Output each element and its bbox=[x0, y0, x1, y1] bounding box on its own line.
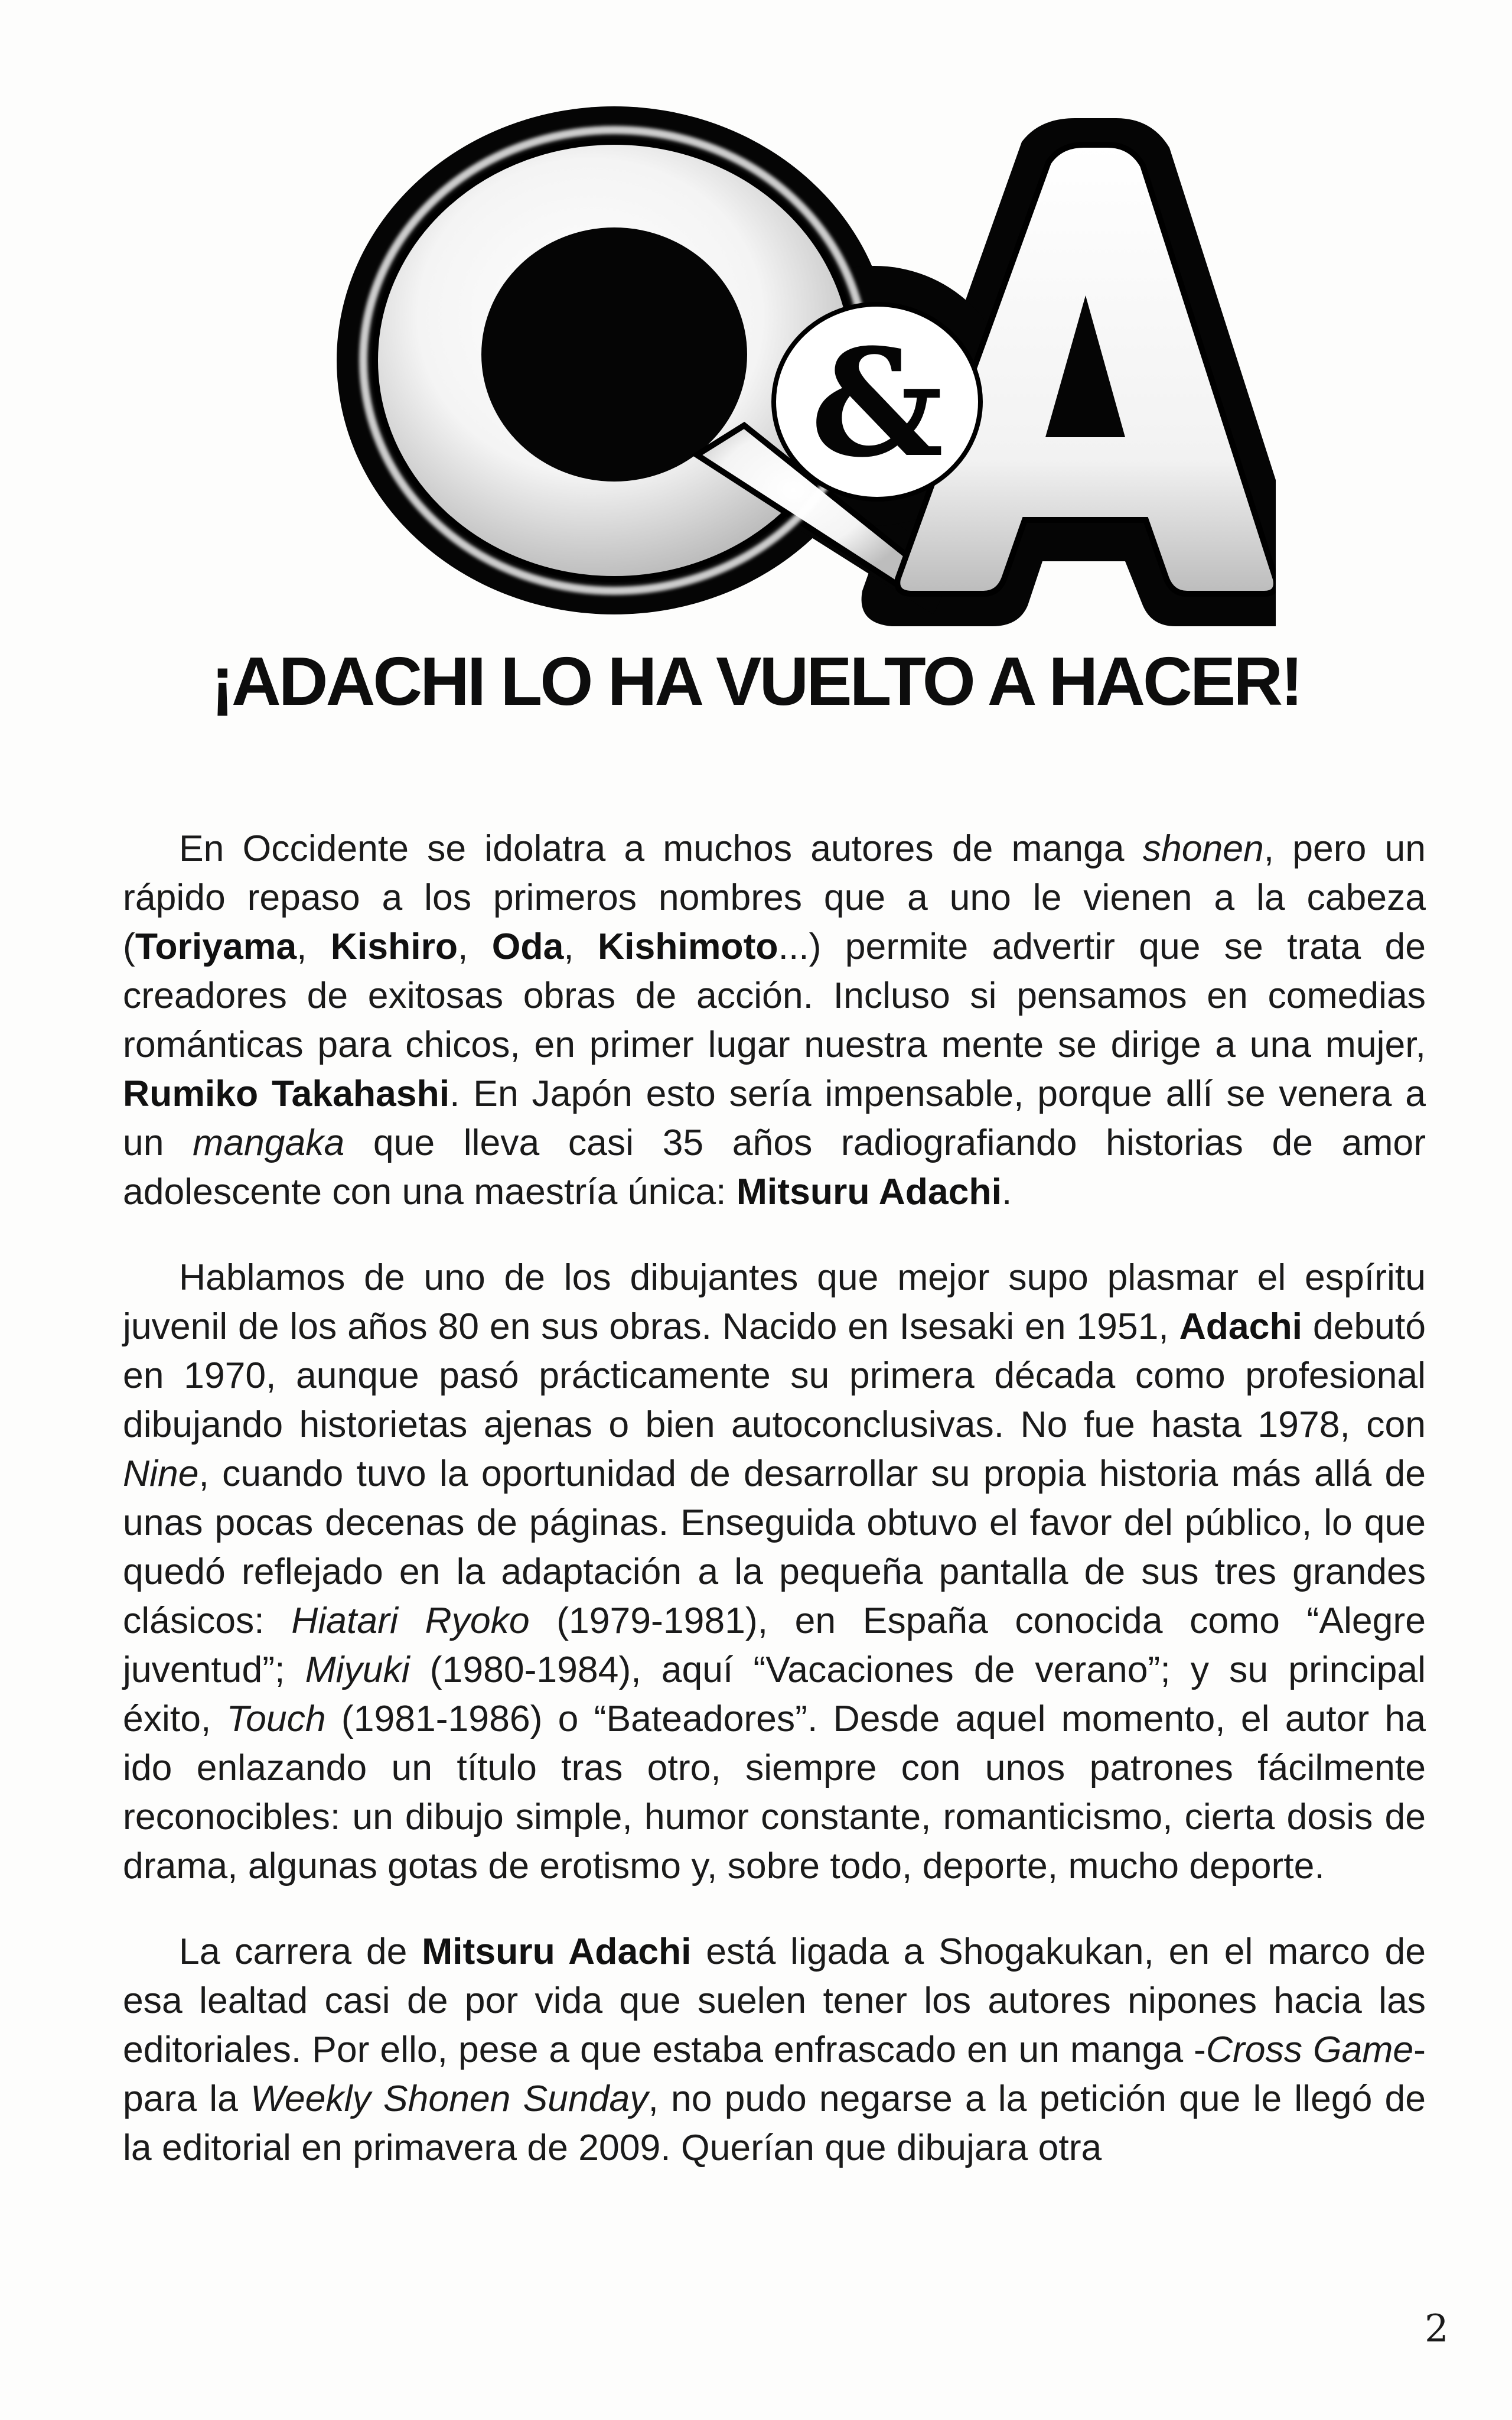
text-run: que lleva casi 35 años radiografiando historias de amor adolescente con una maestría única: bbox=[123, 1122, 1426, 1212]
article-body bbox=[123, 824, 1426, 2209]
bold-text: Mitsuru Adachi bbox=[736, 1171, 1002, 1212]
text-run: . bbox=[1001, 1171, 1012, 1212]
bold-text: Kishiro bbox=[330, 926, 458, 967]
bold-text: Rumiko Takahashi bbox=[123, 1073, 450, 1114]
text-run: debutó en 1970, aunque pasó prácticamente su primera década como profesional dibujando historietas ajenas o bien autoconclusivas. No fue hasta 1978, con bbox=[123, 1306, 1426, 1445]
paragraph bbox=[123, 824, 1426, 1216]
text-run: está ligada a Shogakukan, en el marco de esa lealtad casi de por vida que suelen tener los autores nipones hacia las editoriales. Por ello, pese a que estaba enfrascado en un manga - bbox=[123, 1931, 1426, 2070]
text-run: (1979-1981), en España conocida como “Alegre juventud”; bbox=[123, 1600, 1426, 1690]
text-run: (1981-1986) o “Bateadores”. Desde aquel momento, el autor ha ido enlazando un título tras otro, siempre con unos patrones fácilmente reconocibles: un dibujo simple, humor constante, romanticismo, cierta dosis de drama, algunas gotas de erotismo y, sobre todo, deporte, mucho deporte. bbox=[123, 1698, 1426, 1886]
bold-text: Kishimoto bbox=[598, 926, 778, 967]
text-run: , bbox=[296, 926, 331, 967]
text-run: - para la bbox=[123, 2029, 1426, 2119]
bold-text: Toriyama bbox=[135, 926, 297, 967]
bold-text: Adachi bbox=[1179, 1306, 1302, 1347]
text-run: En Occidente se idolatra a muchos autores de manga bbox=[179, 828, 1143, 869]
italic-text: Nine bbox=[123, 1453, 199, 1494]
italic-text: Touch bbox=[226, 1698, 326, 1739]
paragraph bbox=[123, 1927, 1426, 2172]
italic-text: mangaka bbox=[193, 1122, 345, 1163]
ampersand bbox=[774, 304, 980, 499]
paragraph bbox=[123, 1253, 1426, 1891]
italic-text: Cross Game bbox=[1205, 2029, 1414, 2070]
text-run: La carrera de bbox=[179, 1931, 422, 1972]
text-run: . En Japón esto sería impensable, porque allí se venera a un bbox=[123, 1073, 1426, 1163]
text-run: , bbox=[563, 926, 598, 967]
text-run: , bbox=[458, 926, 492, 967]
qa-logo bbox=[331, 106, 1276, 638]
text-run: Hablamos de uno de los dibujantes que mejor supo plasmar el espíritu juvenil de los años 80 en sus obras. Nacido en Isesaki en 1951, bbox=[123, 1257, 1426, 1347]
text-run: , pero un rápido repaso a los primeros nombres que a uno le vienen a la cabeza ( bbox=[123, 828, 1426, 967]
page-headline: ¡ADACHI LO HA VUELTO A HACER! bbox=[211, 643, 1301, 720]
text-run: ...) permite advertir que se trata de creadores de exitosas obras de acción. Incluso si pensamos en comedias románticas para chicos, en primer lugar nuestra mente se dirige a una mujer, bbox=[123, 926, 1426, 1065]
text-run: (1980-1984), aquí “Vacaciones de verano”; y su principal éxito, bbox=[123, 1649, 1426, 1739]
bold-text: Mitsuru Adachi bbox=[422, 1931, 692, 1972]
text-run: , no pudo negarse a la petición que le llegó de la editorial en primavera de 2009. Querían que dibujara otra bbox=[123, 2078, 1426, 2168]
italic-text: Miyuki bbox=[305, 1649, 410, 1690]
ampersand-glyph: & bbox=[810, 316, 944, 490]
bold-text: Oda bbox=[491, 926, 564, 967]
text-run: , cuando tuvo la oportunidad de desarrollar su propia historia más allá de unas pocas decenas de páginas. Enseguida obtuvo el favor del público, lo que quedó reflejado en la adaptación a la pequeña pantalla de sus tres grandes clásicos: bbox=[123, 1453, 1426, 1641]
italic-text: shonen bbox=[1142, 828, 1264, 869]
page-number: 2 bbox=[1425, 2307, 1449, 2351]
italic-text: Hiatari Ryoko bbox=[291, 1600, 530, 1641]
italic-text: Weekly Shonen Sunday bbox=[250, 2078, 649, 2119]
